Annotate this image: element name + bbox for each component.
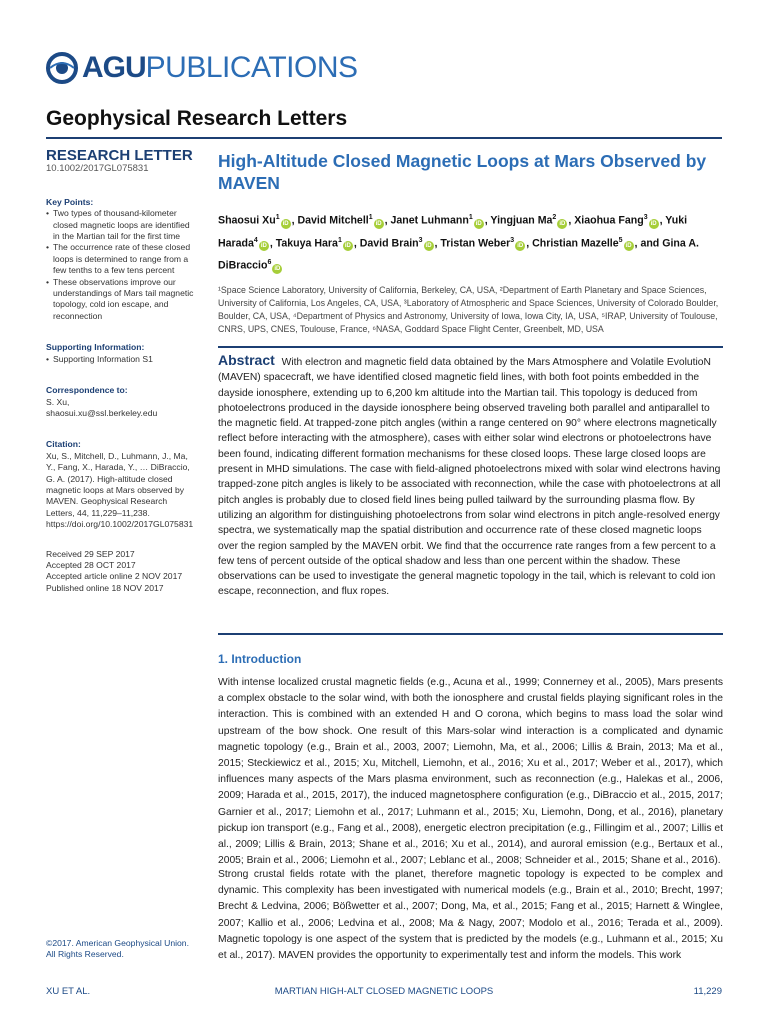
- orcid-icon[interactable]: iD: [425, 243, 432, 250]
- journal-title: Geophysical Research Letters: [46, 107, 348, 130]
- author-affiliation-number: 2: [552, 214, 557, 221]
- footer-running-title: MARTIAN HIGH-ALT CLOSED MAGNETIC LOOPS: [274, 986, 494, 997]
- article-type: RESEARCH LETTER: [46, 147, 193, 164]
- doi[interactable]: 10.1002/2017GL075831: [46, 163, 149, 175]
- affiliations: ¹Space Science Laboratory, University of California, Berkeley, CA, USA, ²Department of Earth Planetary and Space Sciences, University of California, Los Angeles, CA, USA, ³Laboratory of Atmospheric and Space Sciences, University of Colorado Boulder, Boulder, CA, USA, ⁴Department of Physics and Astronomy, University of Iowa, Iowa City, IA, USA, ⁵IRAP, University of Toulouse, CNRS, UPS, CNES, Toulouse, France, ⁶NASA, Goddard Space Flight Center, Greenbelt, MD, USA: [218, 284, 719, 335]
- main-column: [218, 150, 723, 336]
- author-affiliation-number: 1: [368, 214, 373, 221]
- agu-logo-mark-icon: [46, 52, 78, 84]
- paragraph-1: With intense localized crustal magnetic fields (e.g., Acuna et al., 1999; Connerney et al., 2005), Mars presents a complex obstacle to the solar wind, with both the ionosphere and crustal fields playing significant roles in the interaction. This is combined with an extended H and O corona, which begins to mass load the solar wind upstream of the bow shock. One result of this Mars-solar wind interaction is a complicated and dynamic magnetic topology (e.g., Brain et al., 2003, 2007; Liemohn, Ma, et al., 2006; Lillis & Brain, 2013; Ma et al., 2015; Steckiewicz et al., 2015; Xu, Mitchell, Liemohn, et al., 2016; Xu et al., 2017; Weber et al., 2017), which influences many aspects of the Mars plasma environment, such as reconnection (e.g., Halekas et al., 2006, 2009; Harada et al., 2015, 2017), the induced magnetosphere configuration (e.g., DiBraccio et al., 2015, 2017; Garnier et al., 2017; Liemohn et al., 2017; Luhmann et al., 2015; Xu, Liemohn, Dong, et al., 2016), planetary pickup ion transport (e.g., Fang et al., 2008), energetic electron precipitation (e.g., Fillingim et al., 2007; Lillis et al., 2009; Lillis & Brain, 2013; Shane et al., 2016; Xu et al., 2014), and auroral emission (e.g., Bertaux et al., 2005; Brain et al., 2006; Liemohn et al., 2007; Leblanc et al., 2008; Schneider et al., 2015; Shane et al., 2016).: [218, 677, 723, 867]
- author-name: Christian Mazelle: [532, 237, 619, 250]
- citation-text: Xu, S., Mitchell, D., Luhmann, J., Ma, Y., Fang, X., Harada, Y., … DiBraccio, G. A. (2017). High-altitude closed magnetic loops at Mars observed by MAVEN. Geophysical Research Letters, 44, 11,229–11,238. https://doi.org/10.1002/2017GL075831: [46, 450, 194, 530]
- author-name: Shaosui Xu: [218, 214, 276, 227]
- author-affiliation-number: 3: [643, 214, 648, 221]
- author-affiliation-number: 6: [267, 259, 272, 267]
- date-line: Published online 18 NOV 2017: [46, 582, 164, 593]
- sidebar: [46, 147, 194, 594]
- orcid-icon[interactable]: iD: [260, 243, 267, 250]
- orcid-icon[interactable]: iD: [282, 220, 289, 227]
- author-name: Janet Luhmann: [390, 214, 469, 227]
- orcid-icon[interactable]: iD: [475, 220, 482, 227]
- key-points-heading: Key Points:: [46, 196, 94, 207]
- author-name: Xiaohua Fang: [574, 214, 644, 227]
- correspondence-email[interactable]: shaosui.xu@ssl.berkeley.edu: [46, 407, 158, 418]
- author-affiliation-number: 3: [418, 236, 423, 244]
- paragraph-2: Strong crustal fields rotate with the planet, therefore magnetic topology is expected to be complex and dynamic. This complexity has been investigated with numerical models (e.g., Brain et al., 2010; Brecht, 1997; Brecht & Ledvina, 2006; Bößwetter et al., 2007; Dong, Ma, et al., 2015; Fang et al., 2015; Harnett & Winglee, 2007; Kallio et al., 2006; Ledvina et al., 2008; Ma & Nagy, 2007; Modolo et al., 2016; Terada et al., 2009). Magnetic topology is one aspect of the system that is predicted by the models (e.g., Luhmann et al., 2015; Xu et al., 2017). MAVEN provides the opportunity to experimentally test and inform the models. This work: [218, 869, 723, 962]
- date-line: Accepted 28 OCT 2017: [46, 559, 136, 570]
- author-name: Tristan Weber: [440, 237, 511, 250]
- orcid-icon[interactable]: iD: [517, 243, 524, 250]
- agu-logo: [46, 48, 358, 88]
- correspondence-heading: Correspondence to:: [46, 385, 128, 396]
- copyright: [46, 938, 196, 961]
- header-rule: [46, 137, 722, 139]
- date-line: Received 29 SEP 2017: [46, 548, 135, 559]
- author-name: Yuki Harada: [218, 214, 688, 250]
- key-point-item: • Two types of thousand-kilometer closed magnetic loops are identified in the Martian tail for the first time: [46, 208, 194, 242]
- author-name: David Mitchell: [297, 214, 369, 227]
- footer-authors: XU ET AL.: [46, 986, 91, 997]
- orcid-icon[interactable]: iD: [559, 220, 566, 227]
- abstract-text: With electron and magnetic field data obtained by the Mars Atmosphere and Volatile EvolutioN (MAVEN) spacecraft, we have identified closed magnetic field lines, with both foot points embedded in the dayside ionosphere, extending up to 6,200 km altitude into the Martian tail. This topology is deduced from photoelectrons produced in the dayside ionosphere being observed traveling both parallel and antiparallel to the magnetic field. At trapped-zone pitch angles (within a range centered on 90° where electrons magnetically reflect before interacting with the atmosphere), cases with either solar wind electrons or photoelectrons have been found, indicating different formation mechanisms for these closed loops. These large closed loops are present in MHD simulations. The case with field-aligned photoelectrons mixed with solar wind electrons having trapped-zone pitch angles is likely to be associated with reconnection, while the case with photoelectrons at all pitch angles is probably due to closed field lines being pulled tailward by the surrounding plasma flow. By utilizing an algorithm for distinguishing photoelectrons from solar wind electrons in pitch angle-resolved energy spectra, we systematically map the spatial distribution and occurrence rate of these closed magnetic loops over the region sampled by the MAVEN orbit. We find that the occurrence rate ranges from a few percent to a few tens of percent outside of the optical shadow and less than one percent within the shadow. These observations can be used to investigate the general magnetic topology in the tail, which is relevant to cold ion escape, reconnection, and flux ropes.: [218, 357, 721, 598]
- logo-text-bold: AGU: [82, 51, 146, 84]
- abstract-top-rule: [218, 346, 723, 348]
- author-name: Yingjuan Ma: [490, 214, 553, 227]
- section-heading: 1. Introduction: [218, 652, 302, 666]
- publication-dates: [46, 549, 194, 595]
- citation-heading: Citation:: [46, 439, 81, 450]
- author-affiliation-number: 4: [253, 236, 258, 244]
- author-affiliation-number: 1: [468, 214, 473, 221]
- supporting-info-item: • Supporting Information S1: [46, 354, 194, 365]
- author-list: Shaosui Xu$^1$iD , David Mitchell$^1$iD , Janet Luhmann$^1$iD , Yingjuan Ma$^2$iD , Xiaohua Fang$^3$iD , Yuki Harada$^4$iD , Takuya Hara$^1$iD , David Brain$^3$iD , Tristan Weber$^3$iD , Christian Mazelle$^5$iD , and Gina A. DiBraccio$^6$iD: [218, 214, 699, 272]
- author-name: David Brain: [359, 237, 419, 250]
- logo-text-light: PUBLICATIONS: [145, 51, 358, 84]
- orcid-icon[interactable]: iD: [650, 220, 657, 227]
- abstract-bottom-rule: [218, 633, 723, 635]
- author-name: Takuya Hara: [275, 237, 338, 250]
- orcid-icon[interactable]: iD: [274, 265, 281, 272]
- author-affiliation-number: 5: [618, 236, 623, 244]
- author-name: Gina A. DiBraccio: [218, 237, 699, 272]
- key-points-list: [46, 208, 194, 322]
- supporting-info-heading: Supporting Information:: [46, 342, 145, 353]
- abstract-heading: Abstract: [218, 352, 275, 368]
- orcid-icon[interactable]: iD: [375, 220, 382, 227]
- correspondence-name: S. Xu,: [46, 396, 70, 407]
- date-line: Accepted article online 2 NOV 2017: [46, 571, 183, 582]
- copyright-line: ©2017. American Geophysical Union.: [46, 938, 189, 948]
- copyright-line: All Rights Reserved.: [46, 949, 124, 960]
- abstract: [218, 353, 723, 600]
- article-title: High-Altitude Closed Magnetic Loops at Mars Observed by MAVEN: [218, 151, 707, 193]
- author-affiliation-number: 1: [275, 214, 280, 221]
- key-point-item: • The occurrence rate of these closed loops is determined to range from a few tenths to a few tens percent: [46, 242, 194, 276]
- author-affiliation-number: 1: [337, 236, 342, 244]
- footer-page-number: 11,229: [693, 986, 722, 997]
- orcid-icon[interactable]: iD: [344, 243, 351, 250]
- author-affiliation-number: 3: [510, 236, 515, 244]
- key-point-item: • These observations improve our understandings of Mars tail magnetic topology, cold ion escape, and reconnection: [46, 277, 194, 323]
- supporting-info-list: [46, 354, 194, 365]
- orcid-icon[interactable]: iD: [625, 243, 632, 250]
